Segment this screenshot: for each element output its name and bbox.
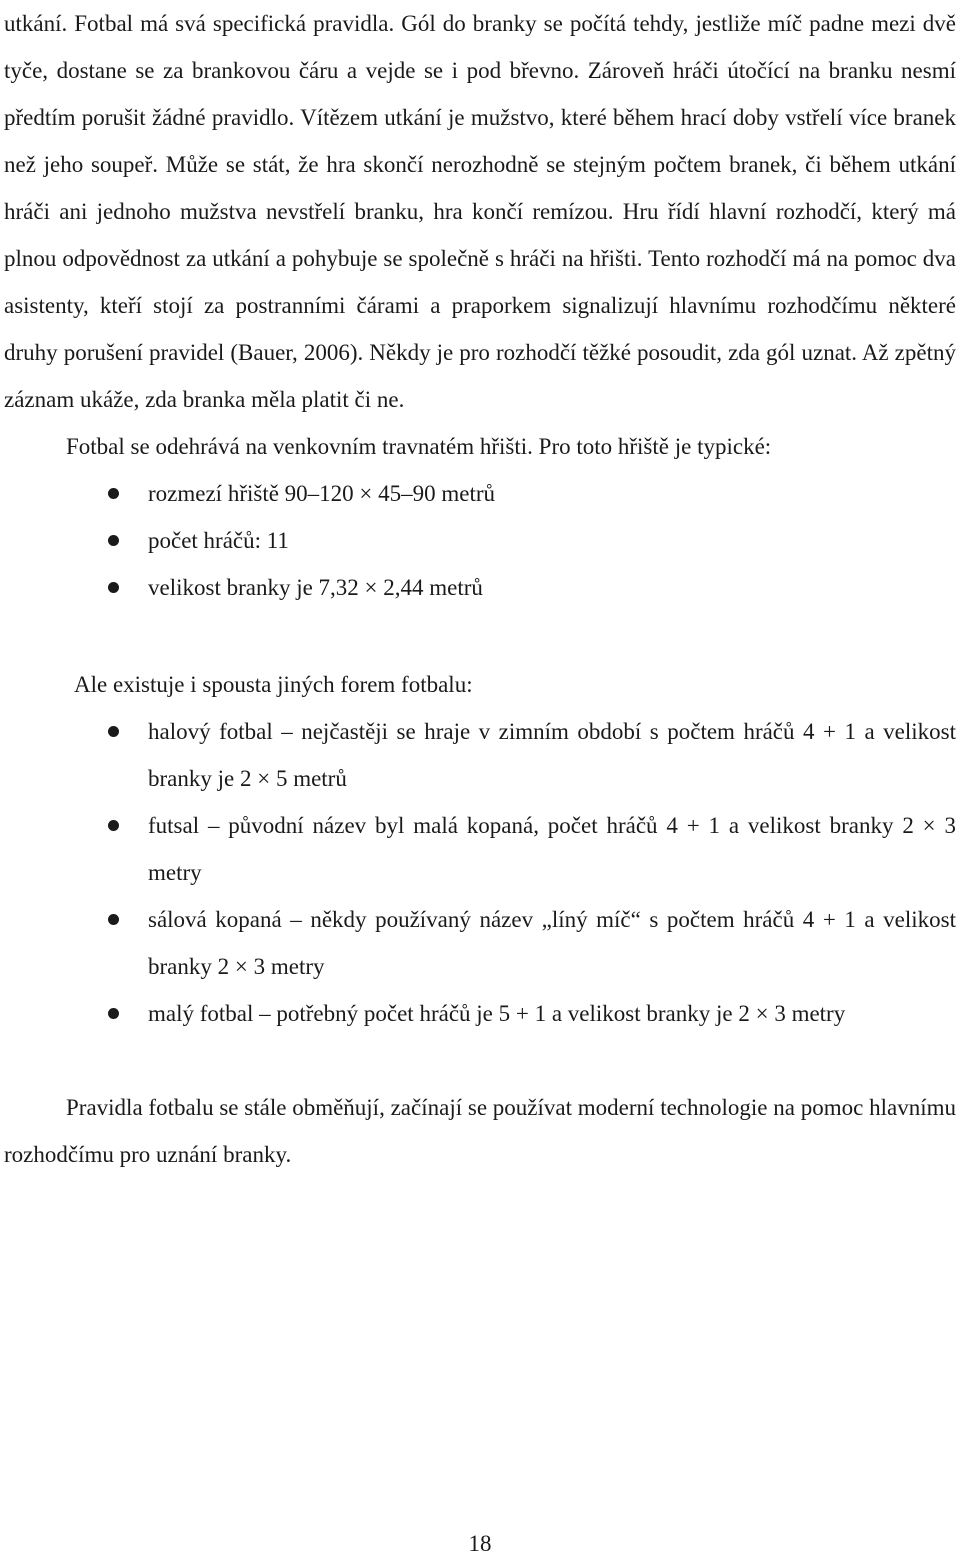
list-item-text: futsal – původní název byl malá kopaná, počet hráčů 4 + 1 a velikost branky 2 × 3 metry (148, 813, 956, 885)
paragraph-rules: utkání. Fotbal má svá specifická pravidla. Gól do branky se počítá tehdy, jestliže míč padne mezi dvě tyče, dostane se za brankovou čáru a vejde se i pod břevno. Zároveň hráči útočící na branku nesmí předtím porušit žádné pravidlo. Vítězem utkání je mužstvo, které během hrací doby vstřelí více branek než jeho soupeř. Může se stát, že hra skončí nerozhodně se stejným počtem branek, či během utkání hráči ani jednoho mužstva nevstřelí branku, hra končí remízou. Hru řídí hlavní rozhodčí, který má plnou odpovědnost za utkání a pohybuje se společně s hráči na hřišti. Tento rozhodčí má na pomoc dva asistenty, kteří stojí za postranními čárami a praporkem signalizují hlavnímu rozhodčímu některé druhy porušení pravidel (Bauer, 2006). Někdy je pro rozhodčí těžké posoudit, zda gól uznat. Až zpětný záznam ukáže, zda branka měla platit či ne. (4, 11, 956, 412)
list-item (4, 470, 956, 517)
list-item (4, 990, 956, 1037)
list-item (4, 708, 956, 802)
list-item (4, 802, 956, 896)
list-item-text: sálová kopaná – někdy používaný název „líný míč“ s počtem hráčů 4 + 1 a velikost branky 2 × 3 metry (148, 907, 956, 979)
paragraph-pitch-intro: Fotbal se odehrává na venkovním travnatém hřišti. Pro toto hřiště je typické: (66, 434, 772, 459)
list-item (4, 517, 956, 564)
bullet-icon (108, 914, 119, 925)
bullet-icon (108, 582, 119, 593)
page-number: 18 (468, 1531, 492, 1556)
bullet-icon (108, 726, 119, 737)
paragraph-closing: Pravidla fotbalu se stále obměňují, začínají se používat moderní technologie na pomoc hlavnímu rozhodčímu pro uznání branky. (4, 1095, 956, 1167)
bullet-icon (108, 488, 119, 499)
pitch-characteristics-list (4, 470, 956, 611)
list-item-text: malý fotbal – potřebný počet hráčů je 5 + 1 a velikost branky je 2 × 3 metry (148, 1001, 846, 1026)
list-item-text: halový fotbal – nejčastěji se hraje v zimním období s počtem hráčů 4 + 1 a velikost branky je 2 × 5 metrů (148, 719, 956, 791)
list-item-text: počet hráčů: 11 (148, 528, 289, 553)
bullet-icon (108, 820, 119, 831)
football-forms-list (4, 708, 956, 1037)
paragraph-forms-intro: Ale existuje i spousta jiných forem fotbalu: (74, 672, 473, 697)
list-item (4, 896, 956, 990)
bullet-icon (108, 535, 119, 546)
list-item (4, 564, 956, 611)
list-item-text: velikost branky je 7,32 × 2,44 metrů (148, 575, 483, 600)
bullet-icon (108, 1008, 119, 1019)
list-item-text: rozmezí hřiště 90–120 × 45–90 metrů (148, 481, 496, 506)
document-page (4, 0, 956, 1178)
